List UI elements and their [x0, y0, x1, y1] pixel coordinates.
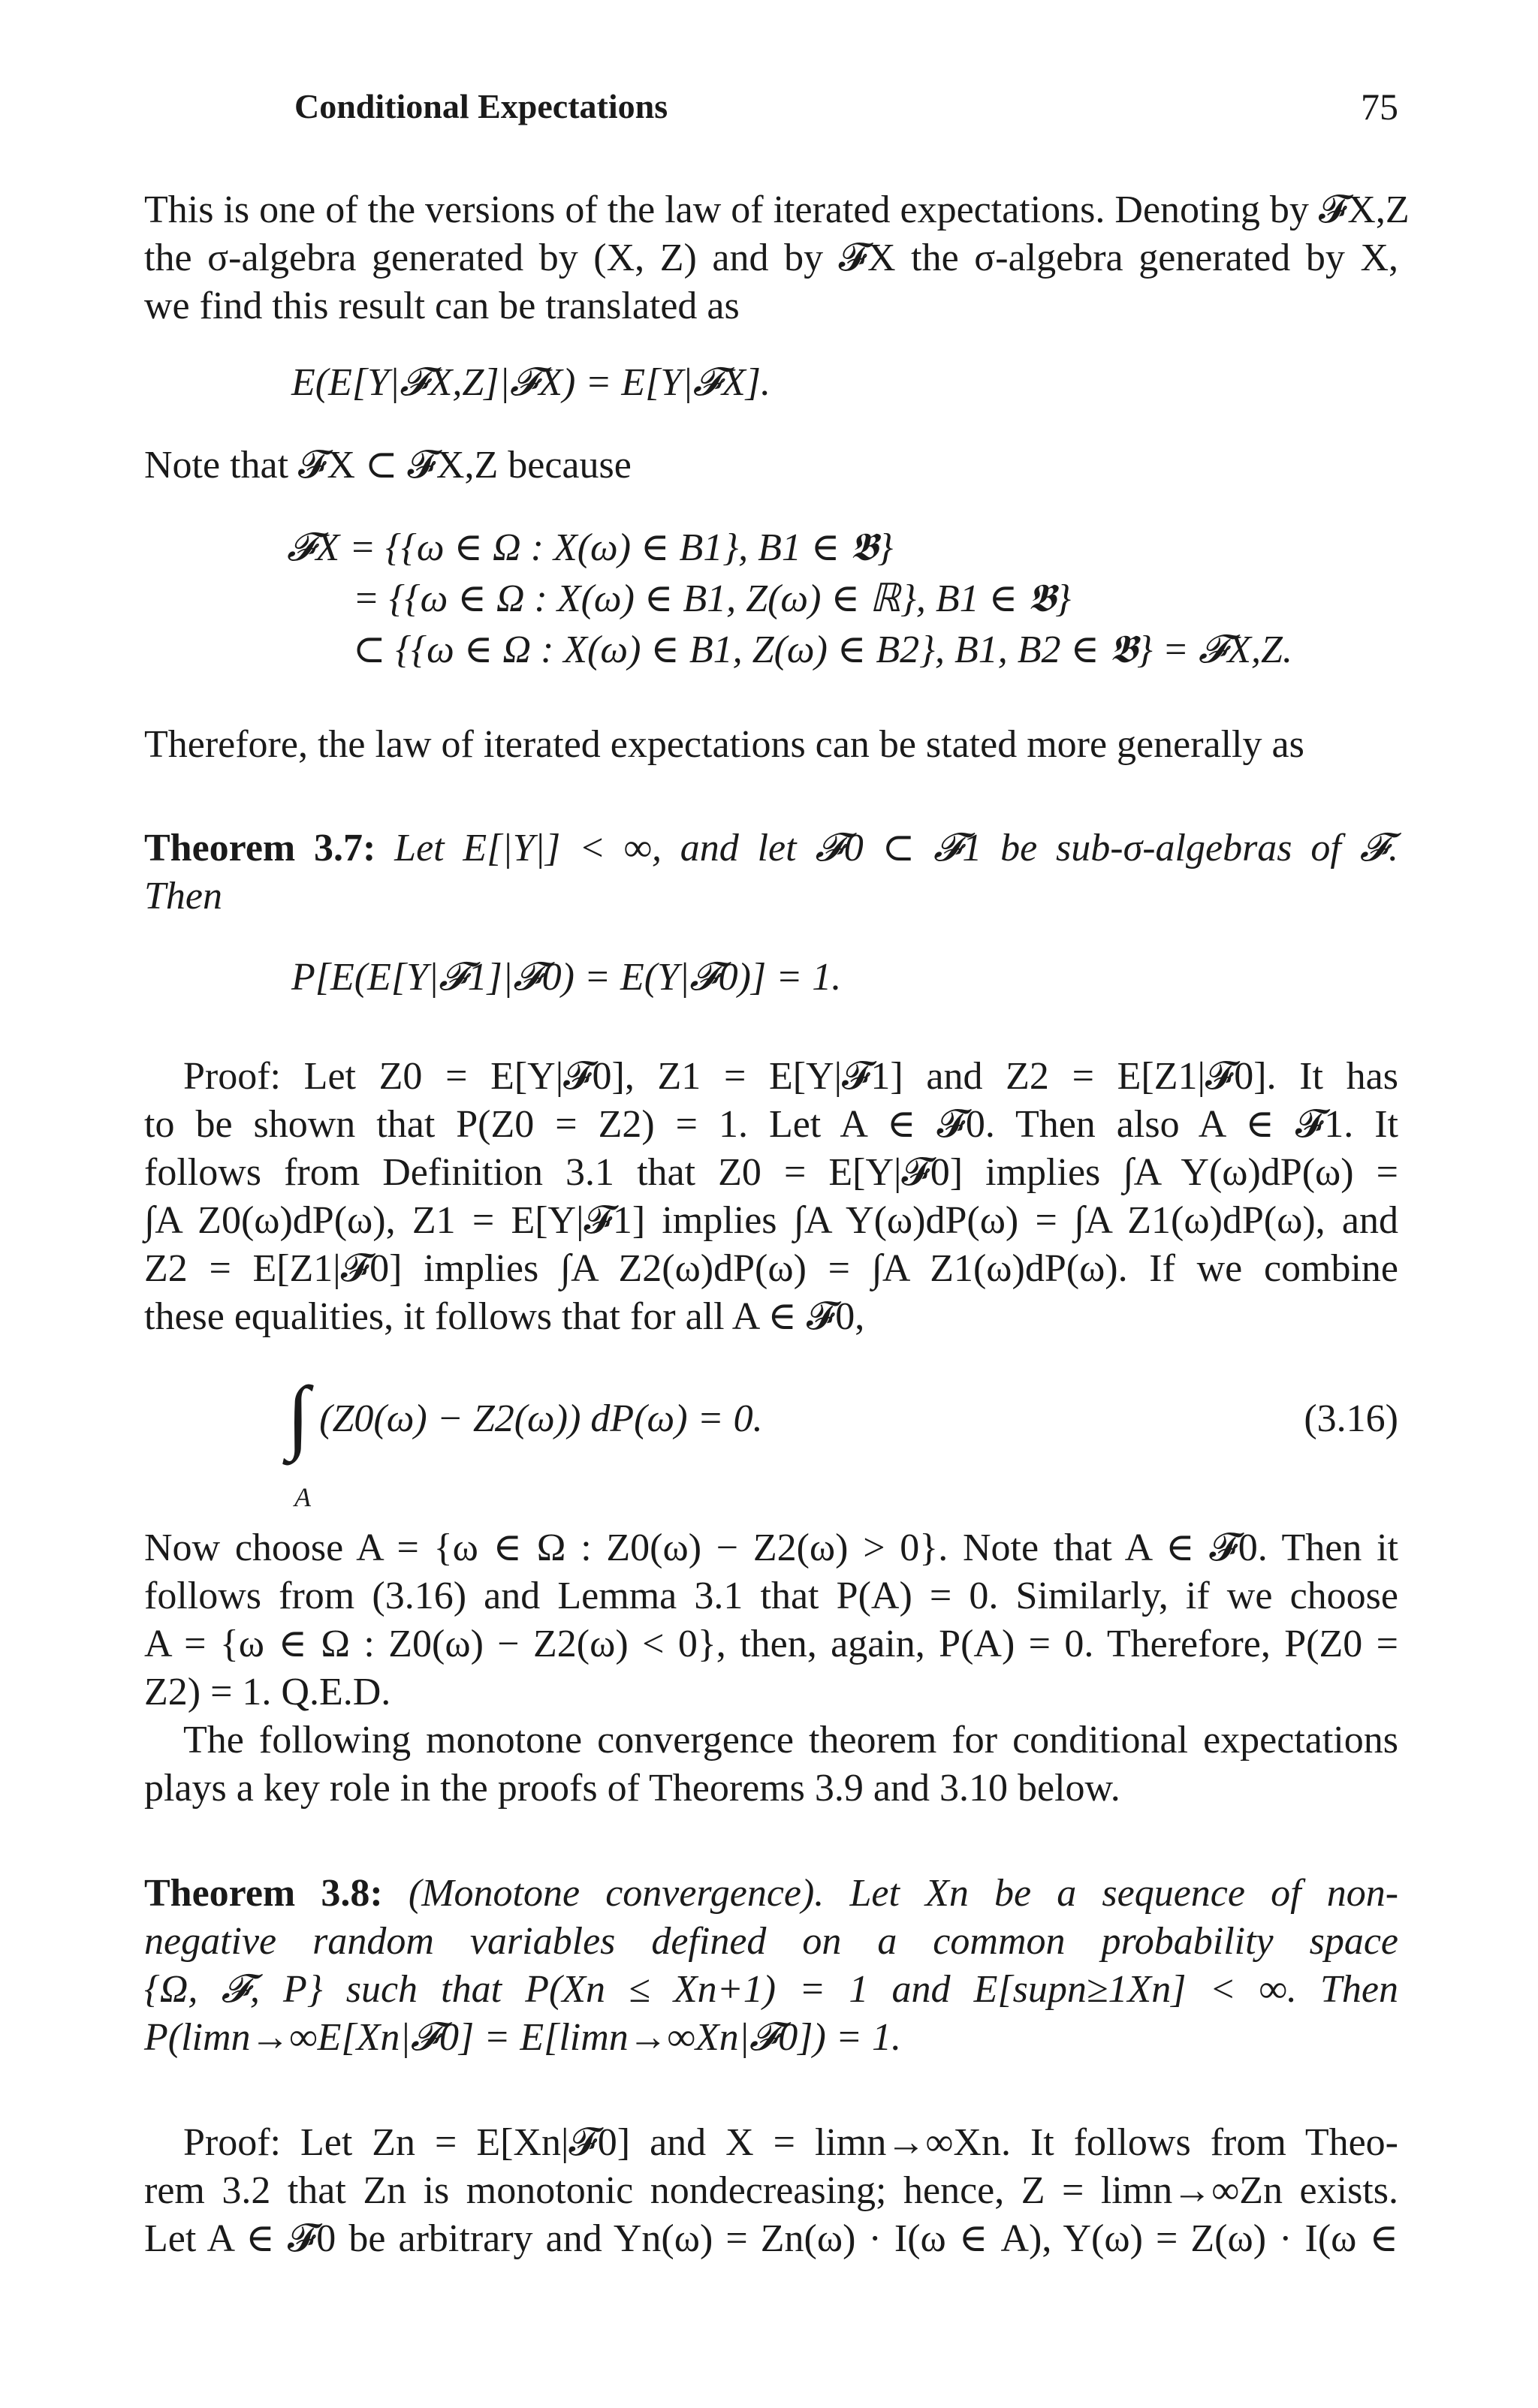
text-line: The following monotone convergence theorem for conditional expectations	[183, 1719, 1398, 1762]
theorem-line: negative random variables defined on a common probability space	[144, 1920, 1398, 1963]
running-head: Conditional Expectations	[294, 87, 668, 125]
theorem-text: (Monotone convergence). Let Xn be a sequence of non-	[408, 1872, 1399, 1915]
proof-line: Let A ∈ 𝓕0 be arbitrary and Yn(ω) = Zn(ω) · I(ω ∈ A), Y(ω) = Z(ω) · I(ω ∈	[144, 2217, 1398, 2260]
proof-line: these equalities, it follows that for all A ∈ 𝓕0,	[144, 1295, 865, 1338]
equation-subset-line-2: = {{ω ∈ Ω : X(ω) ∈ B1, Z(ω) ∈ ℝ}, B1 ∈ 𝕭}	[353, 577, 1071, 620]
text-line: Therefore, the law of iterated expectations can be stated more generally as	[144, 723, 1304, 766]
equation-subset-line-1: 𝓕X = {{ω ∈ Ω : X(ω) ∈ B1}, B1 ∈ 𝕭}	[287, 526, 894, 569]
text-line: A = {ω ∈ Ω : Z0(ω) − Z2(ω) < 0}, then, again, P(A) = 0. Therefore, P(Z0 =	[144, 1623, 1398, 1665]
theorem-line	[144, 1870, 1398, 1918]
theorem-label: Theorem 3.8:	[144, 1872, 383, 1915]
equation-number: (3.16)	[1304, 1397, 1398, 1440]
therefore-paragraph	[144, 721, 1398, 769]
integral-subscript: A	[294, 1482, 311, 1512]
proof-3-8	[144, 2119, 1398, 2263]
text-line: we find this result can be translated as	[144, 285, 740, 327]
theorem-text: Let E[|Y|] < ∞, and let 𝓕0 ⊂ 𝓕1 be sub-σ-algebras of 𝓕.	[394, 827, 1398, 869]
text-line: follows from (3.16) and Lemma 3.1 that P(A) = 0. Similarly, if we choose	[144, 1575, 1398, 1617]
equation-subset-line-3: ⊂ {{ω ∈ Ω : X(ω) ∈ B1, Z(ω) ∈ B2}, B1, B2 ∈ 𝕭} = 𝓕X,Z.	[353, 628, 1292, 671]
equation-3-16	[287, 1370, 763, 1461]
proof-line: Proof: Let Z0 = E[Y|𝓕0], Z1 = E[Y|𝓕1] and Z2 = E[Z1|𝓕0]. It has	[183, 1055, 1398, 1098]
proof-line: ∫A Z0(ω)dP(ω), Z1 = E[Y|𝓕1] implies ∫A Y(ω)dP(ω) = ∫A Z1(ω)dP(ω), and	[144, 1199, 1398, 1242]
proof-line: Proof: Let Zn = E[Xn|𝓕0] and X = limn→∞Xn. It follows from Theo-	[183, 2121, 1398, 2164]
theorem-line	[144, 824, 1398, 872]
proof-line: to be shown that P(Z0 = Z2) = 1. Let A ∈ 𝓕0. Then also A ∈ 𝓕1. It	[144, 1103, 1398, 1146]
theorem-3-7	[144, 824, 1398, 921]
text-line: Z2) = 1. Q.E.D.	[144, 1671, 391, 1713]
text-line: plays a key role in the proofs of Theorems 3.9 and 3.10 below.	[144, 1767, 1120, 1810]
equation-body: (Z0(ω) − Z2(ω)) dP(ω) = 0.	[319, 1397, 763, 1440]
theorem-3-7-equation: P[E(E[Y|𝓕1]|𝓕0) = E(Y|𝓕0)] = 1.	[291, 956, 842, 999]
proof-3-7	[144, 1053, 1398, 1341]
text-line: the σ-algebra generated by (X, Z) and by 𝓕X the σ-algebra generated by X,	[144, 237, 1398, 279]
text-line: Note that 𝓕X ⊂ 𝓕X,Z because	[144, 444, 632, 487]
theorem-line: Then	[144, 875, 222, 918]
note-paragraph	[144, 442, 1398, 490]
text-line: Now choose A = {ω ∈ Ω : Z0(ω) − Z2(ω) > 0}. Note that A ∈ 𝓕0. Then it	[144, 1526, 1398, 1569]
proof-line: Z2 = E[Z1|𝓕0] implies ∫A Z2(ω)dP(ω) = ∫A Z1(ω)dP(ω). If we combine	[144, 1247, 1398, 1290]
theorem-line: {Ω, 𝓕, P} such that P(Xn ≤ Xn+1) = 1 and E[supn≥1Xn] < ∞. Then	[144, 1968, 1398, 2011]
page-header	[294, 83, 1398, 135]
proof-line: rem 3.2 that Zn is monotonic nondecreasing; hence, Z = limn→∞Zn exists.	[144, 2169, 1398, 2212]
proof-line: follows from Definition 3.1 that Z0 = E[Y|𝓕0] implies ∫A Y(ω)dP(ω) =	[144, 1151, 1398, 1194]
page-number: 75	[1361, 86, 1398, 128]
integral-sign: ∫	[287, 1370, 310, 1461]
equation-iterated-expectations: E(E[Y|𝓕X,Z]|𝓕X) = E[Y|𝓕X].	[291, 361, 771, 404]
text-line: This is one of the versions of the law of iterated expectations. Denoting by 𝓕X,Z	[144, 188, 1410, 231]
intro-paragraph	[144, 186, 1410, 330]
theorem-3-8	[144, 1870, 1398, 2062]
theorem-line: P(limn→∞E[Xn|𝓕0] = E[limn→∞Xn|𝓕0]) = 1.	[144, 2016, 901, 2059]
after-3-16-paragraph	[144, 1524, 1398, 1813]
theorem-label: Theorem 3.7:	[144, 827, 376, 869]
